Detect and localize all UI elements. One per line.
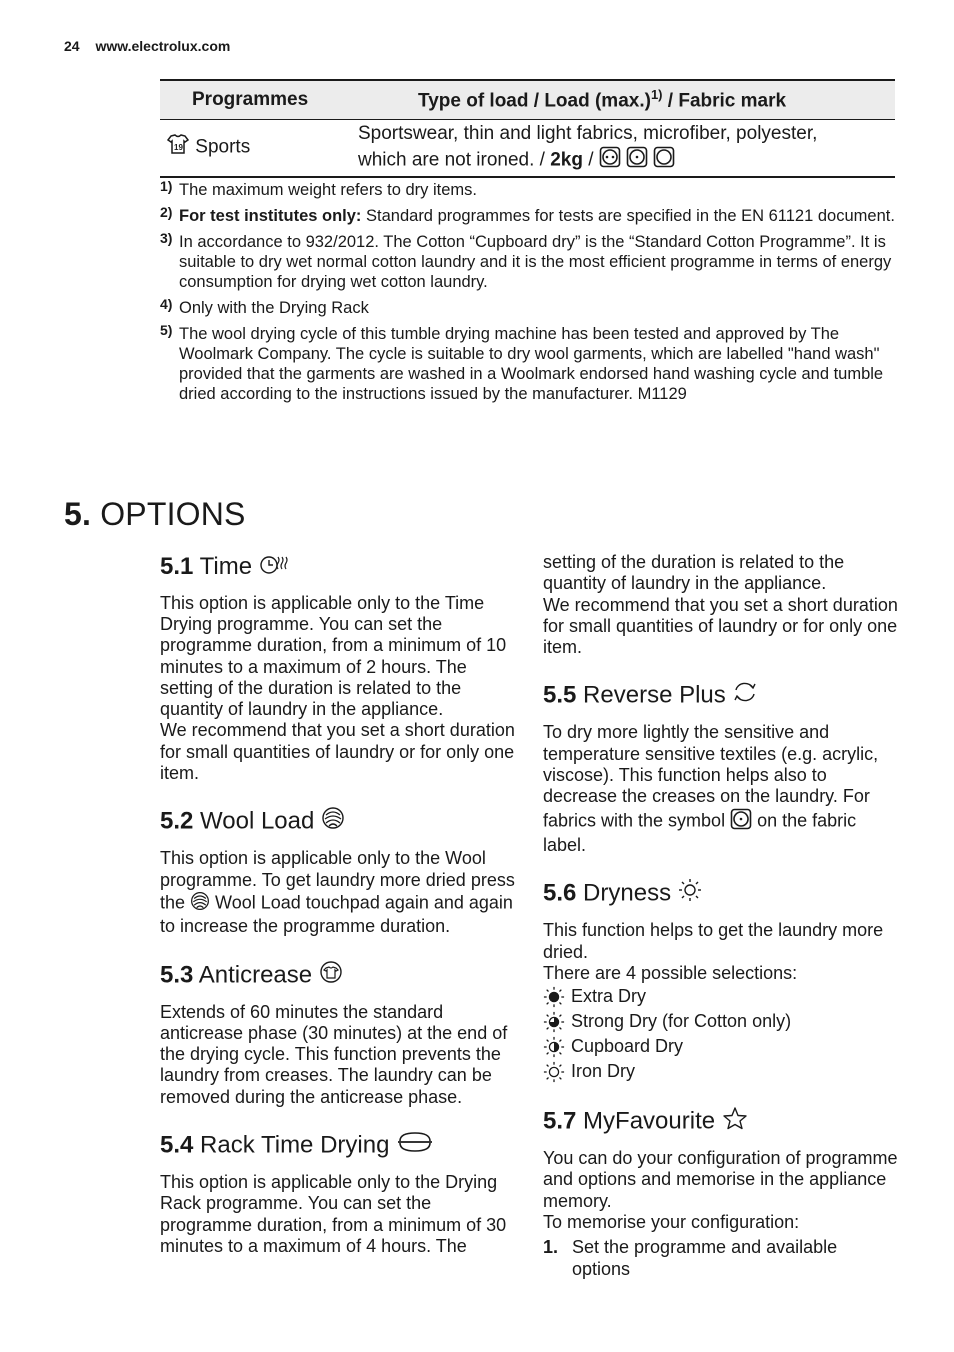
right-column: setting of the duration is related to the quantity of laundry in the appliance. We recommend that you set a short duration for small quantities of laundry or for only one item. 5.5 Reverse Plus To dry more lightly the sensitive and temperature sensitive textiles (e.g. acrylic, viscose). This function helps also to decrease the creases on the laundry. For fabrics with the symbol on the fabric label. 5.6 Dryness This function helps to get the laundry more dried. There are 4 possible selections: Extra Dry Strong Dry (for Cotton only) Cupboard Dry Iron Dry 5.7 MyFavourite You can do your configuration of programme and options and memorise in the appliance memory. To memorise your configuration: 1. Set the programme and available options xyxy=(543,552,898,1279)
dryness-level: Strong Dry (for Cotton only) xyxy=(543,1009,899,1034)
left-column: 5.1 Time This option is applicable only to the Time Drying programme. You can set the programme duration, from a minimum of 10 minutes to a maximum of 2 hours. The setting of the duration is related to the quantity of laundry in the appliance. We recommend that you set a short duration for small quantities of laundry or for only one item. 5.2 Wool Load This option is applicable only to the Wool programme. To get laundry more dried press the Wool Load touchpad again and again to increase the programme duration. 5.3 Anticrease Extends of 60 minutes the standard anticrease phase (30 minutes) at the end of the drying cycle. This function prevents the laundry from creases. The laundry can be removed during the anticrease phase. 5.4 Rack Time Drying This option is applicable only to the Drying Rack programme. You can set the programme duration, from a minimum of 30 minutes to a maximum of 4 hours. The xyxy=(160,553,515,1256)
website-link[interactable]: www.electrolux.com xyxy=(95,38,231,54)
tumble-dry-icon xyxy=(653,146,675,175)
page-number: 24 xyxy=(64,38,80,54)
footnote: 2) For test institutes only: Standard programmes for tests are specified in the EN 61121 document. xyxy=(160,204,895,225)
max-load: 2kg xyxy=(550,149,583,171)
load-cell: Sportswear, thin and light fabrics, microfiber, polyester, which are not ironed. / 2kg / xyxy=(358,119,895,177)
option-heading-favourite: 5.7 MyFavourite xyxy=(543,1106,899,1138)
footnote: 5) The wool drying cycle of this tumble drying machine has been tested and approved by The Woolmark Company. The cycle is suitable to dry wool garments, which are labelled "hand wash" provided that the garments are washed in a Woolmark endorsed hand washing cycle and tumble dried according to the instructions issued by the manufacturer. M1129 xyxy=(160,322,884,403)
programme-table xyxy=(160,79,895,178)
table-header-row xyxy=(160,80,895,119)
option-heading-dryness: 5.6 Dryness xyxy=(543,878,899,910)
option-heading-reverse: 5.5 Reverse Plus xyxy=(543,680,899,712)
time-icon xyxy=(259,553,289,583)
column-header-programmes: Programmes xyxy=(160,80,358,119)
wool-icon xyxy=(321,806,345,838)
cupboard-dry-icon xyxy=(543,1036,565,1058)
dryness-level: Cupboard Dry xyxy=(543,1034,899,1059)
programme-name: Sports xyxy=(195,136,251,158)
sun-icon xyxy=(678,878,702,910)
svg-text:19: 19 xyxy=(174,143,183,153)
section-title: 5. OPTIONS xyxy=(64,496,246,532)
page-header xyxy=(64,38,230,54)
drying-rack-icon xyxy=(396,1130,434,1162)
option-heading-time: 5.1 Time xyxy=(160,552,516,583)
anticrease-icon xyxy=(319,960,343,992)
wool-icon xyxy=(190,891,210,916)
table-row xyxy=(160,119,895,177)
footnote: 1) The maximum weight refers to dry items. xyxy=(160,178,477,199)
footnote: 4) Only with the Drying Rack xyxy=(160,296,369,317)
footnotes xyxy=(160,180,900,410)
tumble-dry-delicate-icon xyxy=(730,808,752,835)
list-item: 1. Set the programme and available options xyxy=(543,1237,838,1279)
column-header-load: Type of load / Load $(\max.)^{1)}$ / Fabric mark xyxy=(358,80,895,119)
footnote: 3) In accordance to 932/2012. The Cotton “Cupboard dry” is the “Standard Cotton Programme”. It is suitable to dry wet normal cotton laundry and it is the most efficient programme in terms of energy consumption for drying wet cotton laundry. xyxy=(160,230,892,291)
extra-dry-icon xyxy=(543,986,565,1008)
strong-dry-icon xyxy=(543,1011,565,1033)
star-icon xyxy=(722,1106,748,1138)
programme-cell xyxy=(160,119,358,177)
reverse-arrows-icon xyxy=(732,680,758,712)
sports-shirt-icon xyxy=(166,132,190,163)
tumble-dry-delicate-icon xyxy=(626,146,648,175)
option-heading-wool: 5.2 Wool Load xyxy=(160,806,516,838)
dryness-level: Extra Dry xyxy=(543,984,899,1009)
option-heading-rack: 5.4 Rack Time Drying xyxy=(160,1130,516,1162)
iron-dry-icon xyxy=(543,1061,565,1083)
dryness-level: Iron Dry xyxy=(543,1059,899,1084)
tumble-dry-low-icon xyxy=(599,146,621,175)
option-heading-anticrease: 5.3 Anticrease xyxy=(160,960,516,992)
